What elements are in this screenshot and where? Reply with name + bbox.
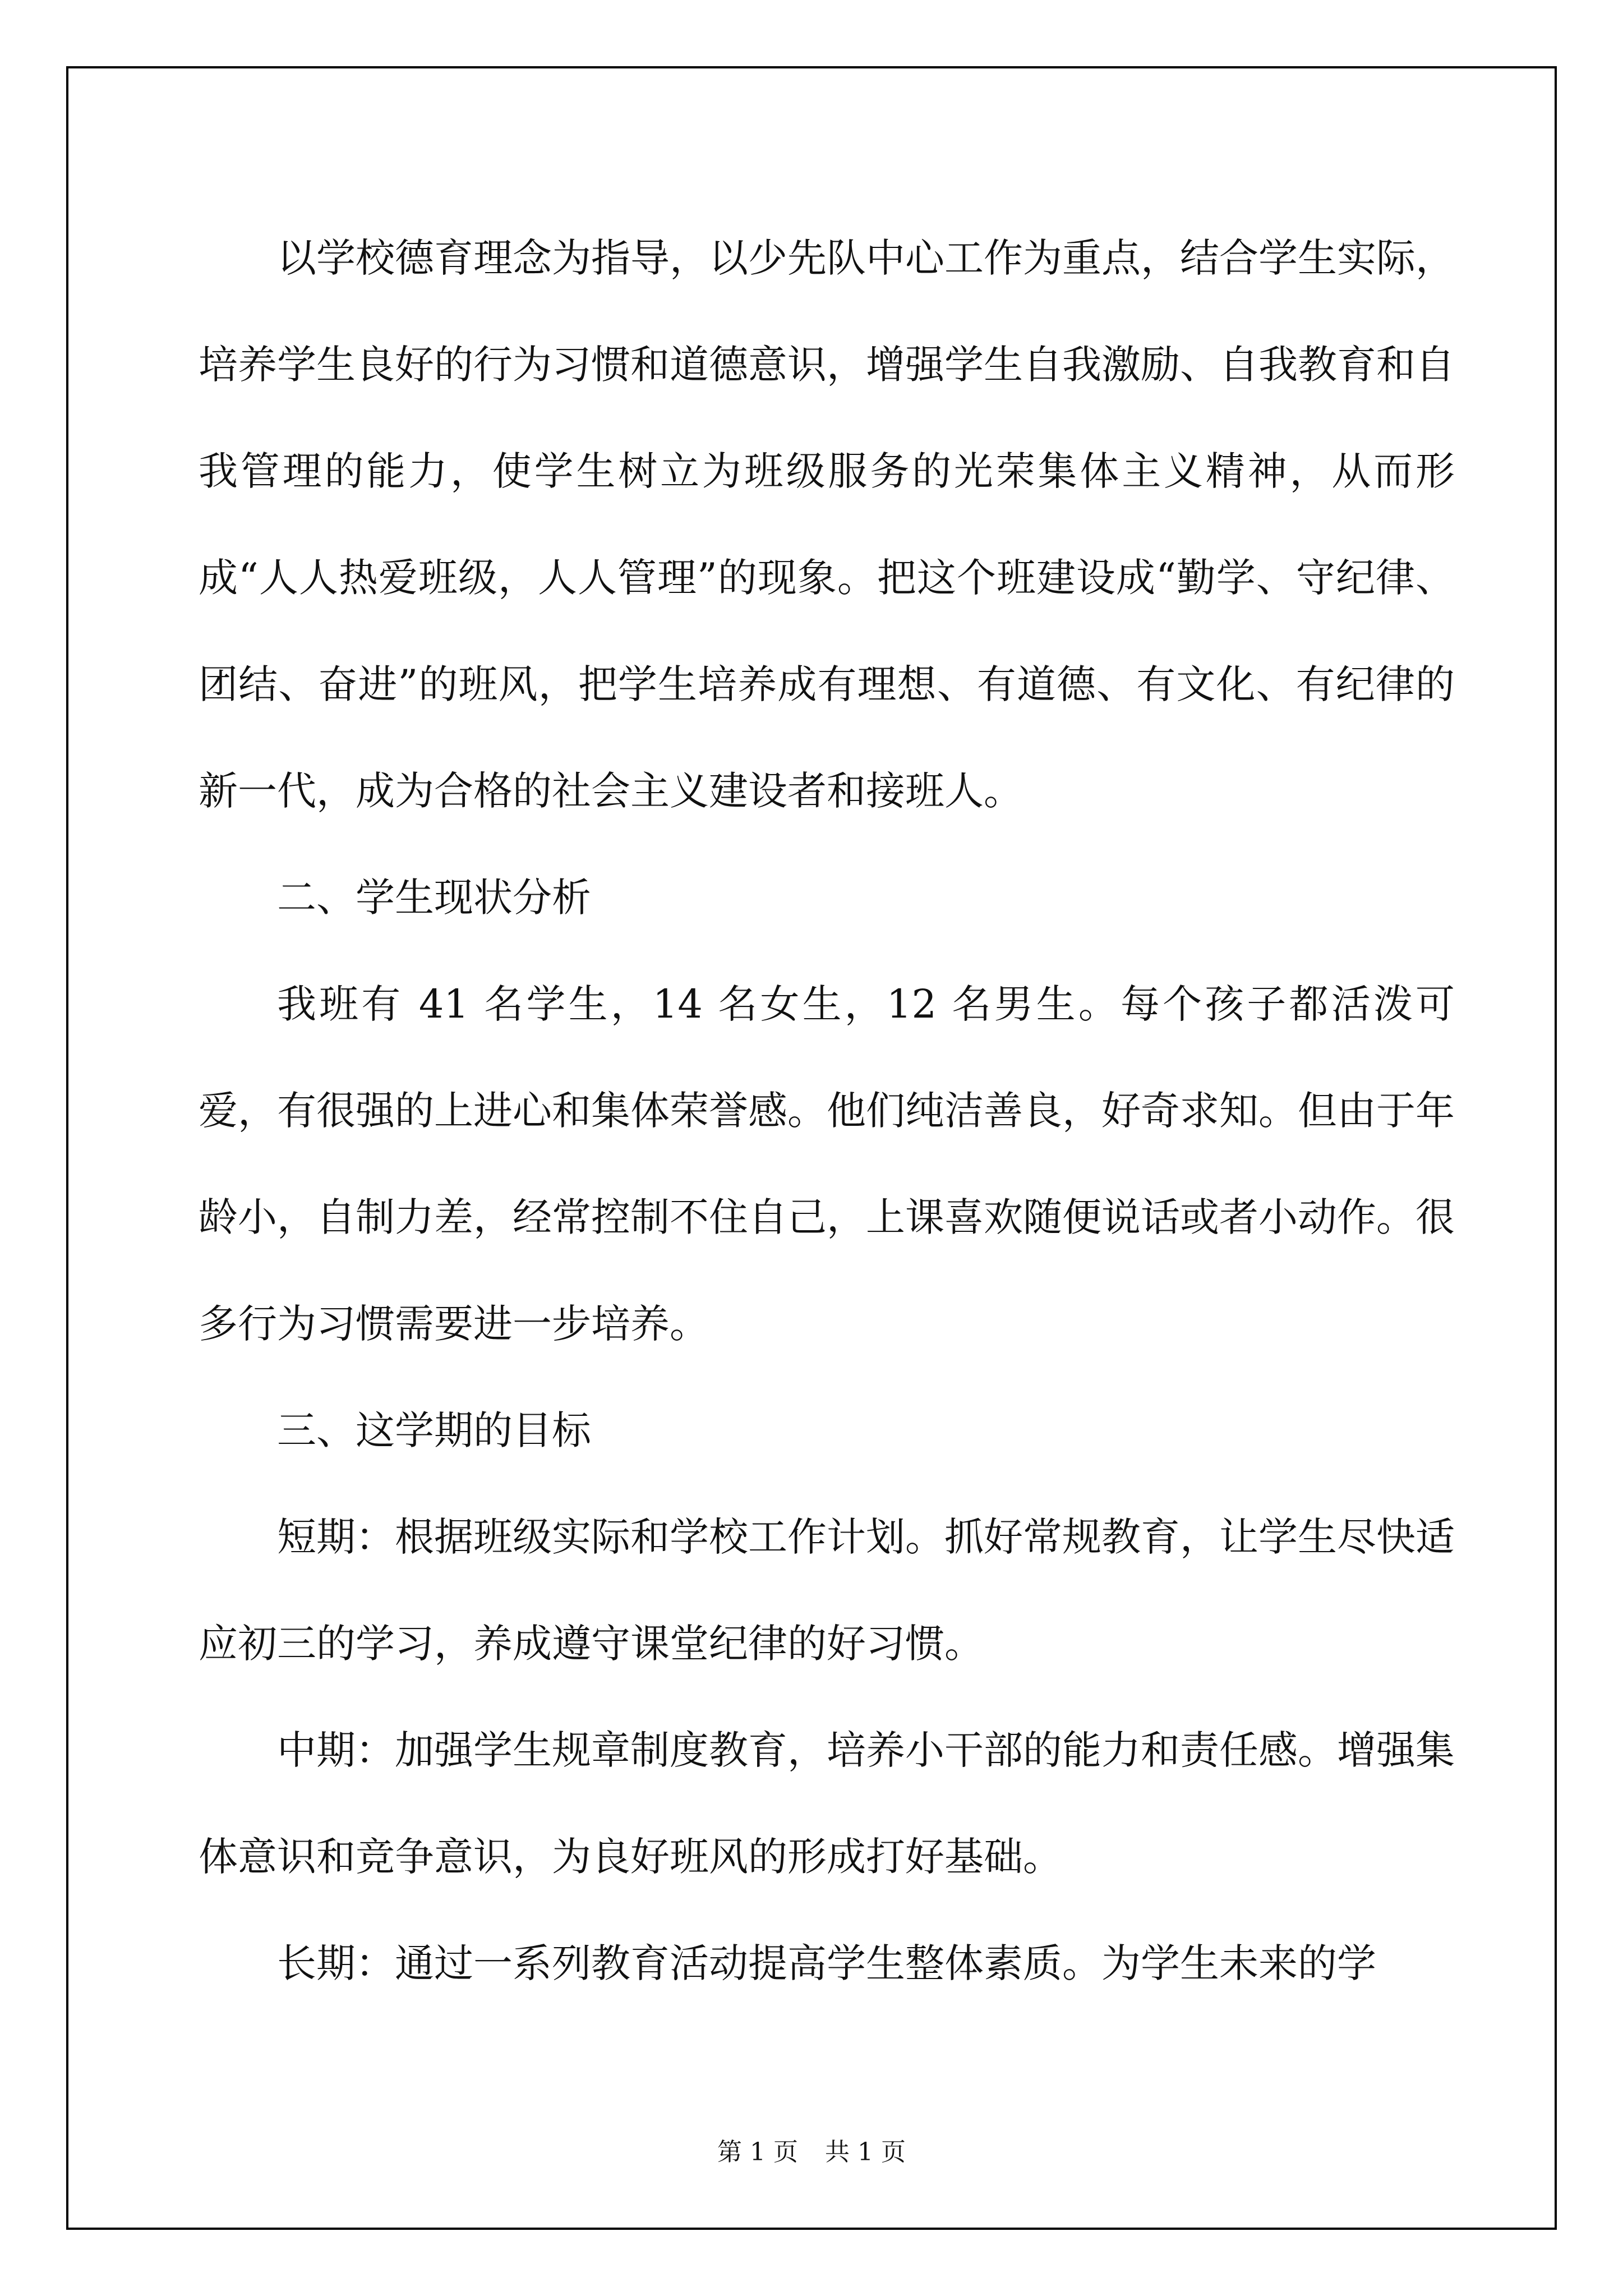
paragraph-short-term: 短期：根据班级实际和学校工作计划。抓好常规教育，让学生尽快适应初三的学习，养成遵守课堂纪律的好习惯。 — [199, 1514, 1455, 1667]
heading-semester-goals: 三、这学期的目标 — [277, 1407, 591, 1453]
paragraph-mid-term: 中期：加强学生规章制度教育，培养小干部的能力和责任感。增强集体意识和竞争意识，为良好班风的形成打好基础。 — [199, 1727, 1455, 1880]
document-body — [199, 205, 1455, 2017]
page-footer — [0, 2132, 1623, 2168]
paragraph-student-status: 我班有 41 名学生，14 名女生，12 名男生。每个孩子都活泼可爱，有很强的上进心和集体荣誉感。他们纯洁善良，好奇求知。但由于年龄小，自制力差，经常控制不住自己，上课喜欢随便说话或者小动作。很多行为习惯需要进一步培养。 — [199, 981, 1455, 1347]
page-total: 共 1 页 — [825, 2138, 906, 2166]
paragraph-long-term: 长期：通过一系列教育活动提高学生整体素质。为学生未来的学 — [277, 1940, 1376, 1986]
heading-student-status: 二、学生现状分析 — [277, 875, 591, 921]
paragraph-intro: 以学校德育理念为指导，以少先队中心工作为重点，结合学生实际，培养学生良好的行为习惯和道德意识，增强学生自我激励、自我教育和自我管理的能力，使学生树立为班级服务的光荣集体主义精神，从而形成“人人热爱班级，人人管理”的现象。把这个班建设成“勤学、守纪律、团结、奋进”的班风，把学生培养成有理想、有道德、有文化、有纪律的新一代，成为合格的社会主义建设者和接班人。 — [199, 235, 1455, 814]
page-number: 第 1 页 — [717, 2138, 798, 2166]
